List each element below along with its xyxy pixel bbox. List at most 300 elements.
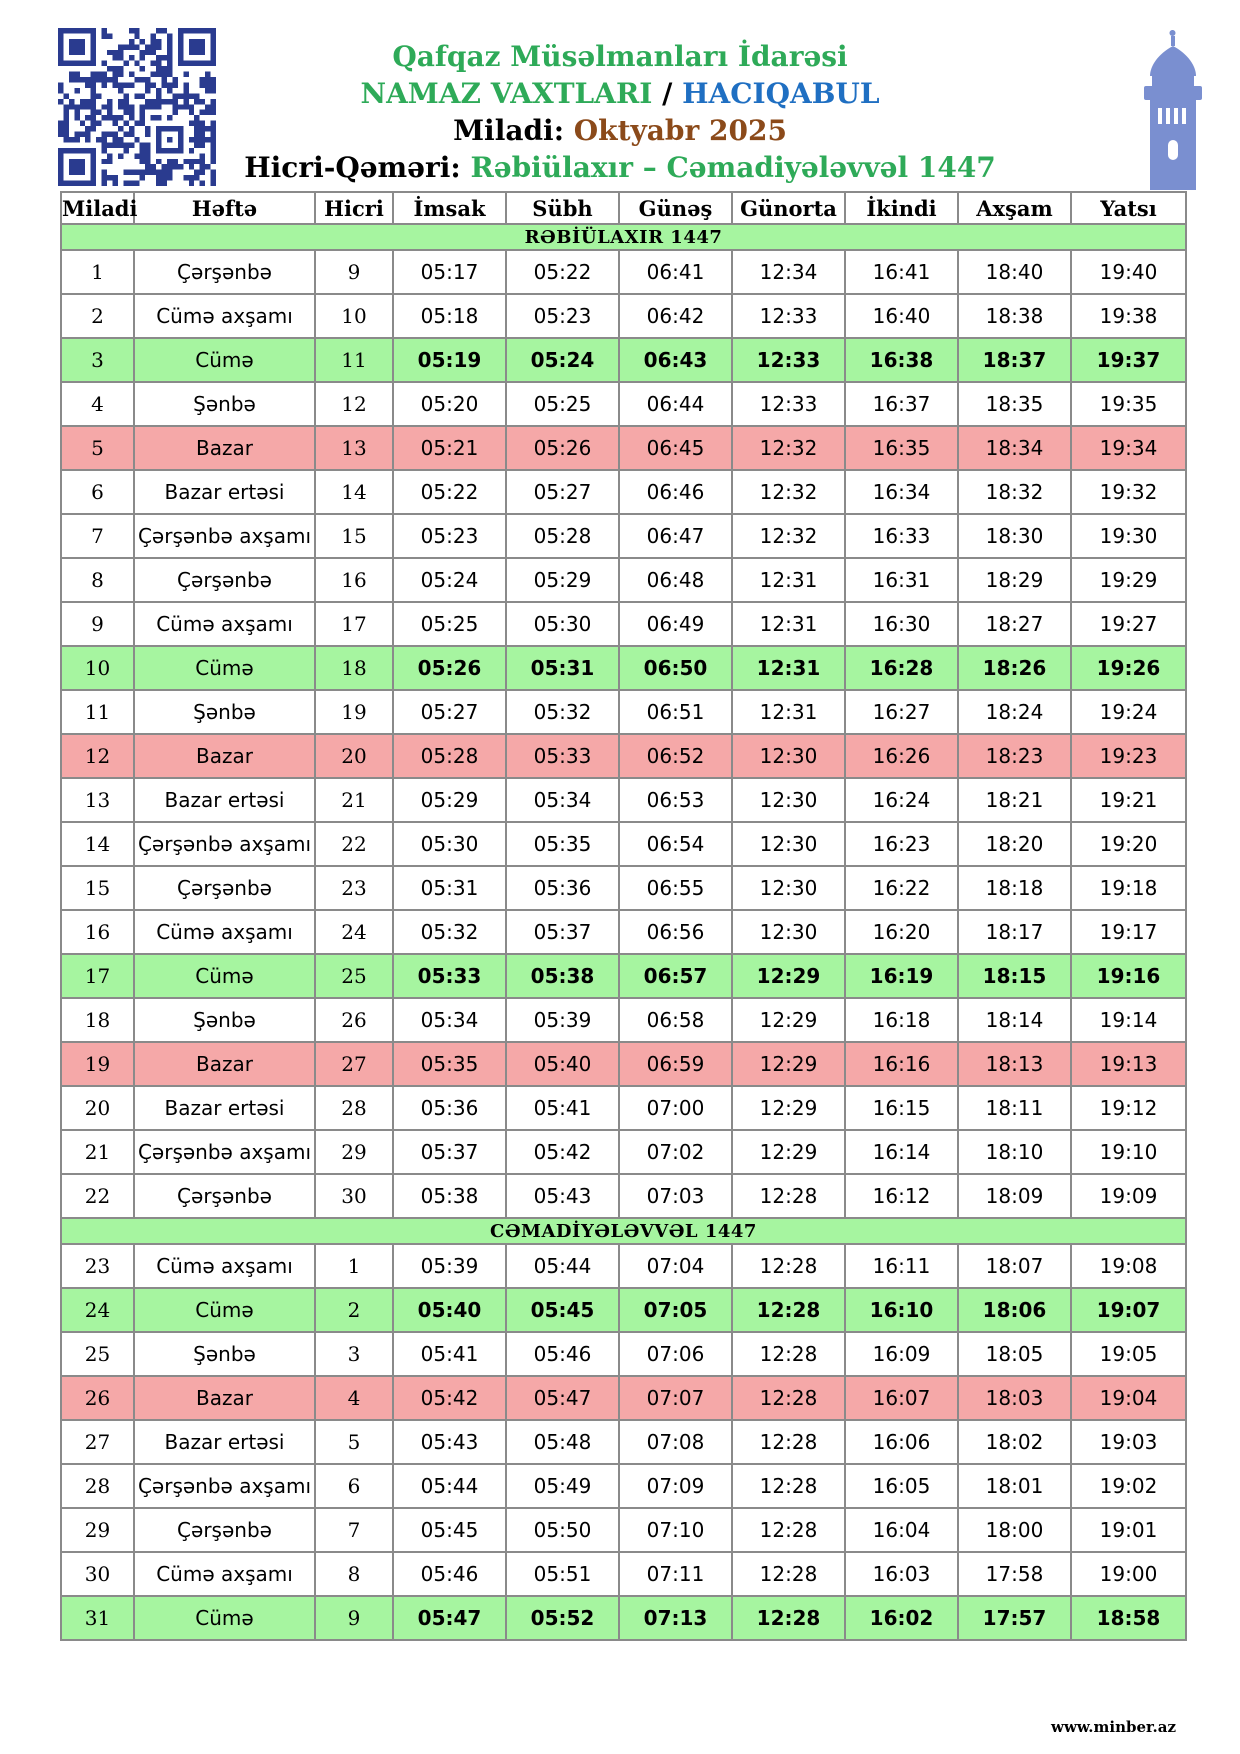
- col-subh-time-cell: 05:35: [506, 822, 619, 866]
- col-yatsi-time-cell: 19:18: [1071, 866, 1186, 910]
- hicri-day-cell: 30: [315, 1174, 393, 1218]
- table-row: [61, 778, 1186, 822]
- col-subh-time-cell: 05:29: [506, 558, 619, 602]
- col-yatsi-time-cell: 19:14: [1071, 998, 1186, 1042]
- page-header: [220, 38, 1020, 186]
- col-gunes-time-cell: 06:59: [619, 1042, 732, 1086]
- hicri-day-cell: 1: [315, 1244, 393, 1288]
- col-ikindi-time-cell: 16:20: [845, 910, 958, 954]
- weekday-cell: Çərşənbə: [134, 1174, 315, 1218]
- table-row: [61, 954, 1186, 998]
- hicri-day-cell: 6: [315, 1464, 393, 1508]
- col-subh-time-cell: 05:50: [506, 1508, 619, 1552]
- prayer-times-table: [60, 191, 1187, 1641]
- title-text: NAMAZ VAXTLARI: [360, 77, 653, 110]
- col-ikindi-time-cell: 16:19: [845, 954, 958, 998]
- hicri-day-cell: 8: [315, 1552, 393, 1596]
- col-imsak-time-cell: 05:31: [393, 866, 506, 910]
- table-row: [61, 338, 1186, 382]
- col-yatsi-time-cell: 19:10: [1071, 1130, 1186, 1174]
- col-axsam-time-cell: 18:13: [958, 1042, 1071, 1086]
- table-row: [61, 602, 1186, 646]
- table-row: [61, 382, 1186, 426]
- col-yatsi-time-cell: 19:27: [1071, 602, 1186, 646]
- miladi-day-cell: 20: [61, 1086, 134, 1130]
- miladi-day-cell: 14: [61, 822, 134, 866]
- col-yatsi-time-cell: 19:29: [1071, 558, 1186, 602]
- hicri-day-cell: 20: [315, 734, 393, 778]
- col-subh-time-cell: 05:52: [506, 1596, 619, 1640]
- col-yatsi-time-cell: 19:40: [1071, 250, 1186, 294]
- col-gunes-time-cell: 06:49: [619, 602, 732, 646]
- col-gunes-time-cell: 06:54: [619, 822, 732, 866]
- col-imsak-time-cell: 05:18: [393, 294, 506, 338]
- hicri-day-cell: 3: [315, 1332, 393, 1376]
- miladi-day-cell: 18: [61, 998, 134, 1042]
- col-axsam-header: Axşam: [958, 192, 1071, 224]
- col-subh-time-cell: 05:47: [506, 1376, 619, 1420]
- hicri-day-cell: 5: [315, 1420, 393, 1464]
- col-gunorta-time-cell: 12:33: [732, 382, 845, 426]
- hicri-day-cell: 29: [315, 1130, 393, 1174]
- col-gunes-time-cell: 07:02: [619, 1130, 732, 1174]
- miladi-day-cell: 6: [61, 470, 134, 514]
- col-ikindi-time-cell: 16:07: [845, 1376, 958, 1420]
- miladi-label: Miladi:: [453, 114, 574, 147]
- table-row: [61, 822, 1186, 866]
- col-yatsi-time-cell: 19:30: [1071, 514, 1186, 558]
- col-yatsi-time-cell: 19:34: [1071, 426, 1186, 470]
- table-row: [61, 470, 1186, 514]
- col-axsam-time-cell: 18:18: [958, 866, 1071, 910]
- col-hefte-header: Həftə: [134, 192, 315, 224]
- col-gunorta-time-cell: 12:33: [732, 338, 845, 382]
- col-yatsi-time-cell: 19:21: [1071, 778, 1186, 822]
- col-subh-time-cell: 05:39: [506, 998, 619, 1042]
- col-subh-time-cell: 05:44: [506, 1244, 619, 1288]
- weekday-cell: Bazar ertəsi: [134, 470, 315, 514]
- col-imsak-time-cell: 05:44: [393, 1464, 506, 1508]
- col-miladi-header: Miladi: [61, 192, 134, 224]
- hicri-day-cell: 7: [315, 1508, 393, 1552]
- col-imsak-time-cell: 05:33: [393, 954, 506, 998]
- col-gunes-time-cell: 07:08: [619, 1420, 732, 1464]
- weekday-cell: Bazar: [134, 734, 315, 778]
- col-ikindi-time-cell: 16:30: [845, 602, 958, 646]
- col-ikindi-time-cell: 16:06: [845, 1420, 958, 1464]
- col-ikindi-time-cell: 16:40: [845, 294, 958, 338]
- col-ikindi-time-cell: 16:33: [845, 514, 958, 558]
- col-ikindi-time-cell: 16:27: [845, 690, 958, 734]
- table-row: [61, 1288, 1186, 1332]
- weekday-cell: Şənbə: [134, 690, 315, 734]
- col-subh-time-cell: 05:36: [506, 866, 619, 910]
- col-gunorta-time-cell: 12:30: [732, 866, 845, 910]
- hicri-day-cell: 22: [315, 822, 393, 866]
- table-row: [61, 1552, 1186, 1596]
- month-section-title: RƏBİÜLAXIR 1447: [61, 224, 1186, 250]
- col-ikindi-time-cell: 16:04: [845, 1508, 958, 1552]
- table-row: [61, 1042, 1186, 1086]
- col-imsak-time-cell: 05:32: [393, 910, 506, 954]
- col-yatsi-time-cell: 19:01: [1071, 1508, 1186, 1552]
- col-subh-time-cell: 05:23: [506, 294, 619, 338]
- col-imsak-time-cell: 05:36: [393, 1086, 506, 1130]
- col-ikindi-time-cell: 16:34: [845, 470, 958, 514]
- col-subh-time-cell: 05:49: [506, 1464, 619, 1508]
- table-row: [61, 866, 1186, 910]
- weekday-cell: Şənbə: [134, 998, 315, 1042]
- miladi-day-cell: 11: [61, 690, 134, 734]
- col-imsak-time-cell: 05:47: [393, 1596, 506, 1640]
- weekday-cell: Bazar ertəsi: [134, 1086, 315, 1130]
- col-axsam-time-cell: 18:32: [958, 470, 1071, 514]
- col-axsam-time-cell: 18:26: [958, 646, 1071, 690]
- miladi-day-cell: 1: [61, 250, 134, 294]
- col-axsam-time-cell: 18:01: [958, 1464, 1071, 1508]
- hicri-day-cell: 4: [315, 1376, 393, 1420]
- hicri-day-cell: 17: [315, 602, 393, 646]
- col-gunorta-time-cell: 12:30: [732, 778, 845, 822]
- weekday-cell: Çərşənbə: [134, 558, 315, 602]
- miladi-day-cell: 15: [61, 866, 134, 910]
- col-gunorta-time-cell: 12:28: [732, 1288, 845, 1332]
- col-gunes-time-cell: 07:00: [619, 1086, 732, 1130]
- month-section-row: [61, 224, 1186, 250]
- gregorian-month: [220, 112, 1020, 149]
- col-subh-time-cell: 05:24: [506, 338, 619, 382]
- col-subh-time-cell: 05:51: [506, 1552, 619, 1596]
- col-yatsi-time-cell: 19:04: [1071, 1376, 1186, 1420]
- col-subh-time-cell: 05:41: [506, 1086, 619, 1130]
- col-axsam-time-cell: 18:40: [958, 250, 1071, 294]
- hicri-day-cell: 16: [315, 558, 393, 602]
- col-yatsi-time-cell: 19:05: [1071, 1332, 1186, 1376]
- hicri-day-cell: 10: [315, 294, 393, 338]
- weekday-cell: Bazar: [134, 426, 315, 470]
- col-ikindi-time-cell: 16:28: [845, 646, 958, 690]
- col-subh-time-cell: 05:42: [506, 1130, 619, 1174]
- col-axsam-time-cell: 18:03: [958, 1376, 1071, 1420]
- col-gunorta-time-cell: 12:29: [732, 1086, 845, 1130]
- col-axsam-time-cell: 18:38: [958, 294, 1071, 338]
- col-gunes-header: Günəş: [619, 192, 732, 224]
- col-yatsi-time-cell: 19:20: [1071, 822, 1186, 866]
- table-row: [61, 514, 1186, 558]
- col-gunorta-time-cell: 12:28: [732, 1464, 845, 1508]
- col-gunes-time-cell: 07:13: [619, 1596, 732, 1640]
- col-ikindi-time-cell: 16:37: [845, 382, 958, 426]
- col-subh-time-cell: 05:22: [506, 250, 619, 294]
- col-gunorta-time-cell: 12:30: [732, 734, 845, 778]
- table-row: [61, 1376, 1186, 1420]
- col-yatsi-time-cell: 19:35: [1071, 382, 1186, 426]
- col-imsak-time-cell: 05:41: [393, 1332, 506, 1376]
- table-row: [61, 910, 1186, 954]
- col-ikindi-time-cell: 16:05: [845, 1464, 958, 1508]
- col-yatsi-time-cell: 19:00: [1071, 1552, 1186, 1596]
- col-axsam-time-cell: 18:37: [958, 338, 1071, 382]
- hicri-day-cell: 12: [315, 382, 393, 426]
- col-imsak-time-cell: 05:24: [393, 558, 506, 602]
- col-imsak-time-cell: 05:39: [393, 1244, 506, 1288]
- col-gunes-time-cell: 07:10: [619, 1508, 732, 1552]
- table-row: [61, 1464, 1186, 1508]
- col-gunes-time-cell: 06:57: [619, 954, 732, 998]
- hicri-day-cell: 9: [315, 1596, 393, 1640]
- col-yatsi-time-cell: 19:12: [1071, 1086, 1186, 1130]
- col-gunes-time-cell: 07:05: [619, 1288, 732, 1332]
- hicri-day-cell: 21: [315, 778, 393, 822]
- miladi-day-cell: 27: [61, 1420, 134, 1464]
- miladi-day-cell: 26: [61, 1376, 134, 1420]
- miladi-day-cell: 23: [61, 1244, 134, 1288]
- col-subh-time-cell: 05:30: [506, 602, 619, 646]
- hicri-day-cell: 27: [315, 1042, 393, 1086]
- col-ikindi-time-cell: 16:22: [845, 866, 958, 910]
- hicri-day-cell: 14: [315, 470, 393, 514]
- col-gunorta-time-cell: 12:29: [732, 1130, 845, 1174]
- hicri-day-cell: 25: [315, 954, 393, 998]
- weekday-cell: Bazar: [134, 1376, 315, 1420]
- col-ikindi-time-cell: 16:14: [845, 1130, 958, 1174]
- col-gunes-time-cell: 06:45: [619, 426, 732, 470]
- hijri-months: [220, 149, 1020, 186]
- col-yatsi-time-cell: 19:08: [1071, 1244, 1186, 1288]
- col-subh-time-cell: 05:38: [506, 954, 619, 998]
- col-gunes-time-cell: 07:04: [619, 1244, 732, 1288]
- hicri-day-cell: 15: [315, 514, 393, 558]
- weekday-cell: Cümə axşamı: [134, 1552, 315, 1596]
- miladi-day-cell: 2: [61, 294, 134, 338]
- table-row: [61, 1244, 1186, 1288]
- col-gunorta-time-cell: 12:29: [732, 998, 845, 1042]
- col-subh-time-cell: 05:33: [506, 734, 619, 778]
- col-ikindi-time-cell: 16:41: [845, 250, 958, 294]
- table-row: [61, 250, 1186, 294]
- weekday-cell: Cümə axşamı: [134, 602, 315, 646]
- hicri-day-cell: 26: [315, 998, 393, 1042]
- col-gunorta-time-cell: 12:28: [732, 1244, 845, 1288]
- col-axsam-time-cell: 18:30: [958, 514, 1071, 558]
- qr-code-icon: [58, 28, 216, 186]
- col-imsak-time-cell: 05:38: [393, 1174, 506, 1218]
- col-gunorta-time-cell: 12:28: [732, 1508, 845, 1552]
- col-gunorta-time-cell: 12:28: [732, 1420, 845, 1464]
- col-imsak-time-cell: 05:42: [393, 1376, 506, 1420]
- weekday-cell: Cümə: [134, 338, 315, 382]
- miladi-value: Oktyabr 2025: [573, 114, 787, 147]
- col-gunorta-time-cell: 12:34: [732, 250, 845, 294]
- miladi-day-cell: 5: [61, 426, 134, 470]
- weekday-cell: Çərşənbə axşamı: [134, 1130, 315, 1174]
- col-ikindi-time-cell: 16:16: [845, 1042, 958, 1086]
- weekday-cell: Cümə: [134, 646, 315, 690]
- col-imsak-time-cell: 05:43: [393, 1420, 506, 1464]
- col-gunes-time-cell: 06:55: [619, 866, 732, 910]
- col-imsak-time-cell: 05:46: [393, 1552, 506, 1596]
- col-subh-time-cell: 05:43: [506, 1174, 619, 1218]
- weekday-cell: Çərşənbə: [134, 250, 315, 294]
- table-body: [61, 224, 1186, 1640]
- col-imsak-time-cell: 05:22: [393, 470, 506, 514]
- title-separator: /: [652, 77, 683, 110]
- col-imsak-time-cell: 05:19: [393, 338, 506, 382]
- table-row: [61, 1174, 1186, 1218]
- col-axsam-time-cell: 18:14: [958, 998, 1071, 1042]
- month-section-title: CƏMADİYƏLƏVVƏL 1447: [61, 1218, 1186, 1244]
- col-imsak-time-cell: 05:21: [393, 426, 506, 470]
- weekday-cell: Çərşənbə axşamı: [134, 1464, 315, 1508]
- hicri-day-cell: 2: [315, 1288, 393, 1332]
- miladi-day-cell: 22: [61, 1174, 134, 1218]
- table-row: [61, 1508, 1186, 1552]
- weekday-cell: Çərşənbə: [134, 866, 315, 910]
- miladi-day-cell: 10: [61, 646, 134, 690]
- miladi-day-cell: 7: [61, 514, 134, 558]
- col-gunorta-time-cell: 12:30: [732, 910, 845, 954]
- col-axsam-time-cell: 18:34: [958, 426, 1071, 470]
- table-row: [61, 1086, 1186, 1130]
- col-gunes-time-cell: 07:11: [619, 1552, 732, 1596]
- col-yatsi-time-cell: 19:16: [1071, 954, 1186, 998]
- weekday-cell: Cümə: [134, 1288, 315, 1332]
- hicri-day-cell: 19: [315, 690, 393, 734]
- col-imsak-time-cell: 05:29: [393, 778, 506, 822]
- weekday-cell: Şənbə: [134, 1332, 315, 1376]
- col-subh-time-cell: 05:45: [506, 1288, 619, 1332]
- weekday-cell: Bazar: [134, 1042, 315, 1086]
- col-imsak-time-cell: 05:30: [393, 822, 506, 866]
- col-ikindi-time-cell: 16:38: [845, 338, 958, 382]
- col-subh-time-cell: 05:25: [506, 382, 619, 426]
- col-imsak-time-cell: 05:34: [393, 998, 506, 1042]
- col-gunorta-time-cell: 12:28: [732, 1596, 845, 1640]
- table-row: [61, 646, 1186, 690]
- col-yatsi-time-cell: 19:09: [1071, 1174, 1186, 1218]
- col-subh-time-cell: 05:37: [506, 910, 619, 954]
- miladi-day-cell: 4: [61, 382, 134, 426]
- col-gunes-time-cell: 07:03: [619, 1174, 732, 1218]
- month-section-row: [61, 1218, 1186, 1244]
- col-subh-time-cell: 05:48: [506, 1420, 619, 1464]
- weekday-cell: Cümə: [134, 954, 315, 998]
- col-axsam-time-cell: 18:27: [958, 602, 1071, 646]
- col-ikindi-time-cell: 16:24: [845, 778, 958, 822]
- hicri-day-cell: 24: [315, 910, 393, 954]
- weekday-cell: Bazar ertəsi: [134, 778, 315, 822]
- table-row: [61, 294, 1186, 338]
- col-ikindi-time-cell: 16:10: [845, 1288, 958, 1332]
- col-axsam-time-cell: 17:58: [958, 1552, 1071, 1596]
- miladi-day-cell: 28: [61, 1464, 134, 1508]
- col-gunes-time-cell: 06:53: [619, 778, 732, 822]
- col-yatsi-time-cell: 19:03: [1071, 1420, 1186, 1464]
- weekday-cell: Şənbə: [134, 382, 315, 426]
- col-imsak-header: İmsak: [393, 192, 506, 224]
- hicri-day-cell: 28: [315, 1086, 393, 1130]
- col-axsam-time-cell: 18:35: [958, 382, 1071, 426]
- col-gunes-time-cell: 06:46: [619, 470, 732, 514]
- minaret-icon: [1128, 30, 1218, 190]
- col-subh-time-cell: 05:32: [506, 690, 619, 734]
- col-axsam-time-cell: 18:21: [958, 778, 1071, 822]
- col-gunes-time-cell: 06:48: [619, 558, 732, 602]
- city-name: HACIQABUL: [682, 77, 880, 110]
- col-ikindi-time-cell: 16:18: [845, 998, 958, 1042]
- col-gunes-time-cell: 07:06: [619, 1332, 732, 1376]
- col-subh-time-cell: 05:46: [506, 1332, 619, 1376]
- col-imsak-time-cell: 05:20: [393, 382, 506, 426]
- table-header-row: [61, 192, 1186, 224]
- miladi-day-cell: 9: [61, 602, 134, 646]
- col-gunes-time-cell: 06:43: [619, 338, 732, 382]
- table-row: [61, 1420, 1186, 1464]
- hicri-day-cell: 13: [315, 426, 393, 470]
- col-gunorta-time-cell: 12:32: [732, 514, 845, 558]
- col-yatsi-time-cell: 19:17: [1071, 910, 1186, 954]
- col-yatsi-time-cell: 19:32: [1071, 470, 1186, 514]
- col-imsak-time-cell: 05:28: [393, 734, 506, 778]
- hicri-value: Rəbiülaxır – Cəmadiyələvvəl 1447: [470, 151, 996, 184]
- col-gunorta-time-cell: 12:31: [732, 690, 845, 734]
- weekday-cell: Çərşənbə axşamı: [134, 514, 315, 558]
- col-yatsi-time-cell: 19:07: [1071, 1288, 1186, 1332]
- weekday-cell: Bazar ertəsi: [134, 1420, 315, 1464]
- col-gunorta-time-cell: 12:28: [732, 1552, 845, 1596]
- col-ikindi-time-cell: 16:23: [845, 822, 958, 866]
- col-gunes-time-cell: 06:42: [619, 294, 732, 338]
- hicri-label: Hicri-Qəməri:: [244, 151, 471, 184]
- table-row: [61, 998, 1186, 1042]
- table-row: [61, 1596, 1186, 1640]
- col-yatsi-time-cell: 19:23: [1071, 734, 1186, 778]
- table-row: [61, 558, 1186, 602]
- miladi-day-cell: 3: [61, 338, 134, 382]
- col-yatsi-time-cell: 19:24: [1071, 690, 1186, 734]
- document-title: [220, 75, 1020, 112]
- col-axsam-time-cell: 18:15: [958, 954, 1071, 998]
- weekday-cell: Çərşənbə axşamı: [134, 822, 315, 866]
- table-row: [61, 734, 1186, 778]
- col-imsak-time-cell: 05:25: [393, 602, 506, 646]
- weekday-cell: Çərşənbə: [134, 1508, 315, 1552]
- col-ikindi-time-cell: 16:26: [845, 734, 958, 778]
- col-axsam-time-cell: 18:05: [958, 1332, 1071, 1376]
- col-subh-time-cell: 05:40: [506, 1042, 619, 1086]
- col-yatsi-time-cell: 19:38: [1071, 294, 1186, 338]
- col-imsak-time-cell: 05:35: [393, 1042, 506, 1086]
- col-ikindi-time-cell: 16:15: [845, 1086, 958, 1130]
- col-yatsi-header: Yatsı: [1071, 192, 1186, 224]
- table-row: [61, 1130, 1186, 1174]
- col-imsak-time-cell: 05:17: [393, 250, 506, 294]
- hicri-day-cell: 9: [315, 250, 393, 294]
- col-gunes-time-cell: 06:47: [619, 514, 732, 558]
- col-axsam-time-cell: 18:09: [958, 1174, 1071, 1218]
- col-yatsi-time-cell: 19:37: [1071, 338, 1186, 382]
- col-subh-time-cell: 05:26: [506, 426, 619, 470]
- col-ikindi-time-cell: 16:09: [845, 1332, 958, 1376]
- col-imsak-time-cell: 05:27: [393, 690, 506, 734]
- col-gunes-time-cell: 06:51: [619, 690, 732, 734]
- col-ikindi-header: İkindi: [845, 192, 958, 224]
- col-gunorta-time-cell: 12:30: [732, 822, 845, 866]
- miladi-day-cell: 16: [61, 910, 134, 954]
- col-gunes-time-cell: 07:09: [619, 1464, 732, 1508]
- col-gunes-time-cell: 06:58: [619, 998, 732, 1042]
- col-yatsi-time-cell: 19:26: [1071, 646, 1186, 690]
